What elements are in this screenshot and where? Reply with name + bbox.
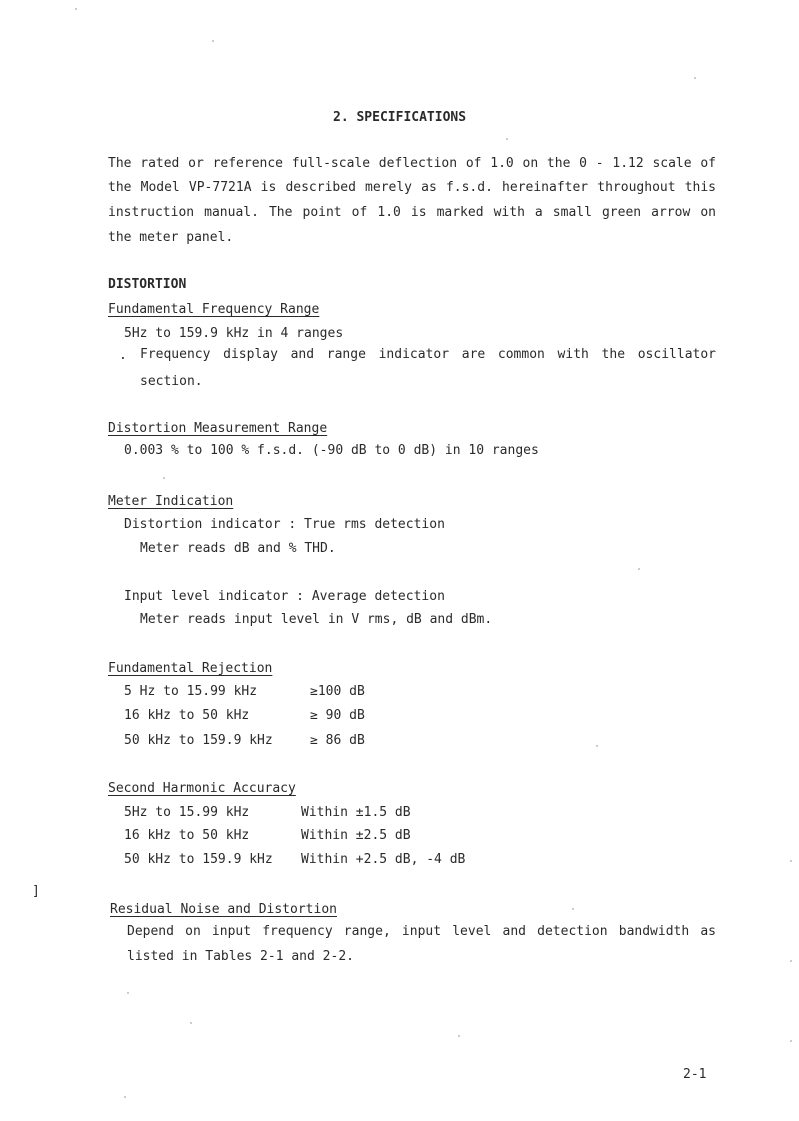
fundamental-frequency-range-title: Fundamental Frequency Range [108, 302, 320, 317]
meter-indication-title: Meter Indication [108, 494, 234, 509]
meter-reads-thd-line: Meter reads dB and % THD. [140, 541, 336, 556]
distortion-indicator-line: Distortion indicator : True rms detection [124, 517, 445, 532]
distortion-title: DISTORTION [108, 277, 187, 292]
speck [127, 992, 129, 994]
rejection-range-1: 5 Hz to 15.99 kHz [124, 684, 258, 699]
speck [596, 745, 598, 747]
harmonic-range-3: 50 kHz to 159.9 kHz [124, 852, 273, 867]
speck [790, 1040, 792, 1042]
rejection-value-2: ≥ 90 dB [310, 708, 365, 723]
fundamental-frequency-range-line: 5Hz to 159.9 kHz in 4 ranges [124, 326, 344, 341]
harmonic-range-2: 16 kHz to 50 kHz [124, 828, 250, 843]
rejection-range-3: 50 kHz to 159.9 kHz [124, 733, 273, 748]
distortion-measurement-range-title: Distortion Measurement Range [108, 421, 328, 436]
rejection-range-2: 16 kHz to 50 kHz [124, 708, 250, 723]
fundamental-rejection-title: Fundamental Rejection [108, 661, 273, 676]
harmonic-range-1: 5Hz to 15.99 kHz [124, 805, 250, 820]
rejection-value-3: ≥ 86 dB [310, 733, 365, 748]
speck [458, 1035, 460, 1037]
distortion-measurement-range-line: 0.003 % to 100 % f.s.d. (-90 dB to 0 dB) in 10 ranges [124, 443, 539, 458]
speck [694, 77, 696, 79]
page-number: 2-1 [683, 1067, 707, 1082]
rejection-value-1: ≥100 dB [310, 684, 365, 699]
input-level-indicator-line: Input level indicator : Average detection [124, 589, 445, 604]
speck [190, 1022, 192, 1024]
intro-line-2: the Model VP-7721A is described merely as f.s.d. hereinafter throughout this [108, 180, 716, 195]
intro-line-1: The rated or reference full-scale deflection of 1.0 on the 0 - 1.12 scale of [108, 156, 716, 171]
speck [790, 960, 792, 962]
second-harmonic-accuracy-title: Second Harmonic Accuracy [108, 781, 296, 796]
meter-reads-input-line: Meter reads input level in V rms, dB and dBm. [140, 612, 493, 627]
harmonic-value-2: Within ±2.5 dB [301, 828, 411, 843]
frequency-display-note-cont: section. [140, 374, 203, 389]
residual-noise-line-2: listed in Tables 2-1 and 2-2. [127, 949, 354, 964]
speck [212, 40, 214, 42]
speck [572, 908, 574, 910]
margin-mark: ] [32, 884, 40, 899]
speck [163, 477, 165, 479]
speck [790, 860, 792, 862]
intro-line-4: the meter panel. [108, 230, 234, 245]
speck [124, 1096, 126, 1098]
speck [506, 138, 508, 140]
harmonic-value-1: Within ±1.5 dB [301, 805, 411, 820]
intro-line-3: instruction manual. The point of 1.0 is marked with a small green arrow on [108, 205, 716, 220]
section-heading: 2. SPECIFICATIONS [333, 110, 467, 125]
harmonic-value-3: Within +2.5 dB, -4 dB [301, 852, 466, 867]
frequency-display-note: Frequency display and range indicator are common with the oscillator [140, 347, 716, 362]
residual-noise-line-1: Depend on input frequency range, input level and detection bandwidth as [127, 924, 716, 939]
speck [75, 8, 77, 10]
bullet-dot: . [119, 348, 127, 363]
speck [638, 568, 640, 570]
residual-noise-title: Residual Noise and Distortion [110, 902, 337, 917]
